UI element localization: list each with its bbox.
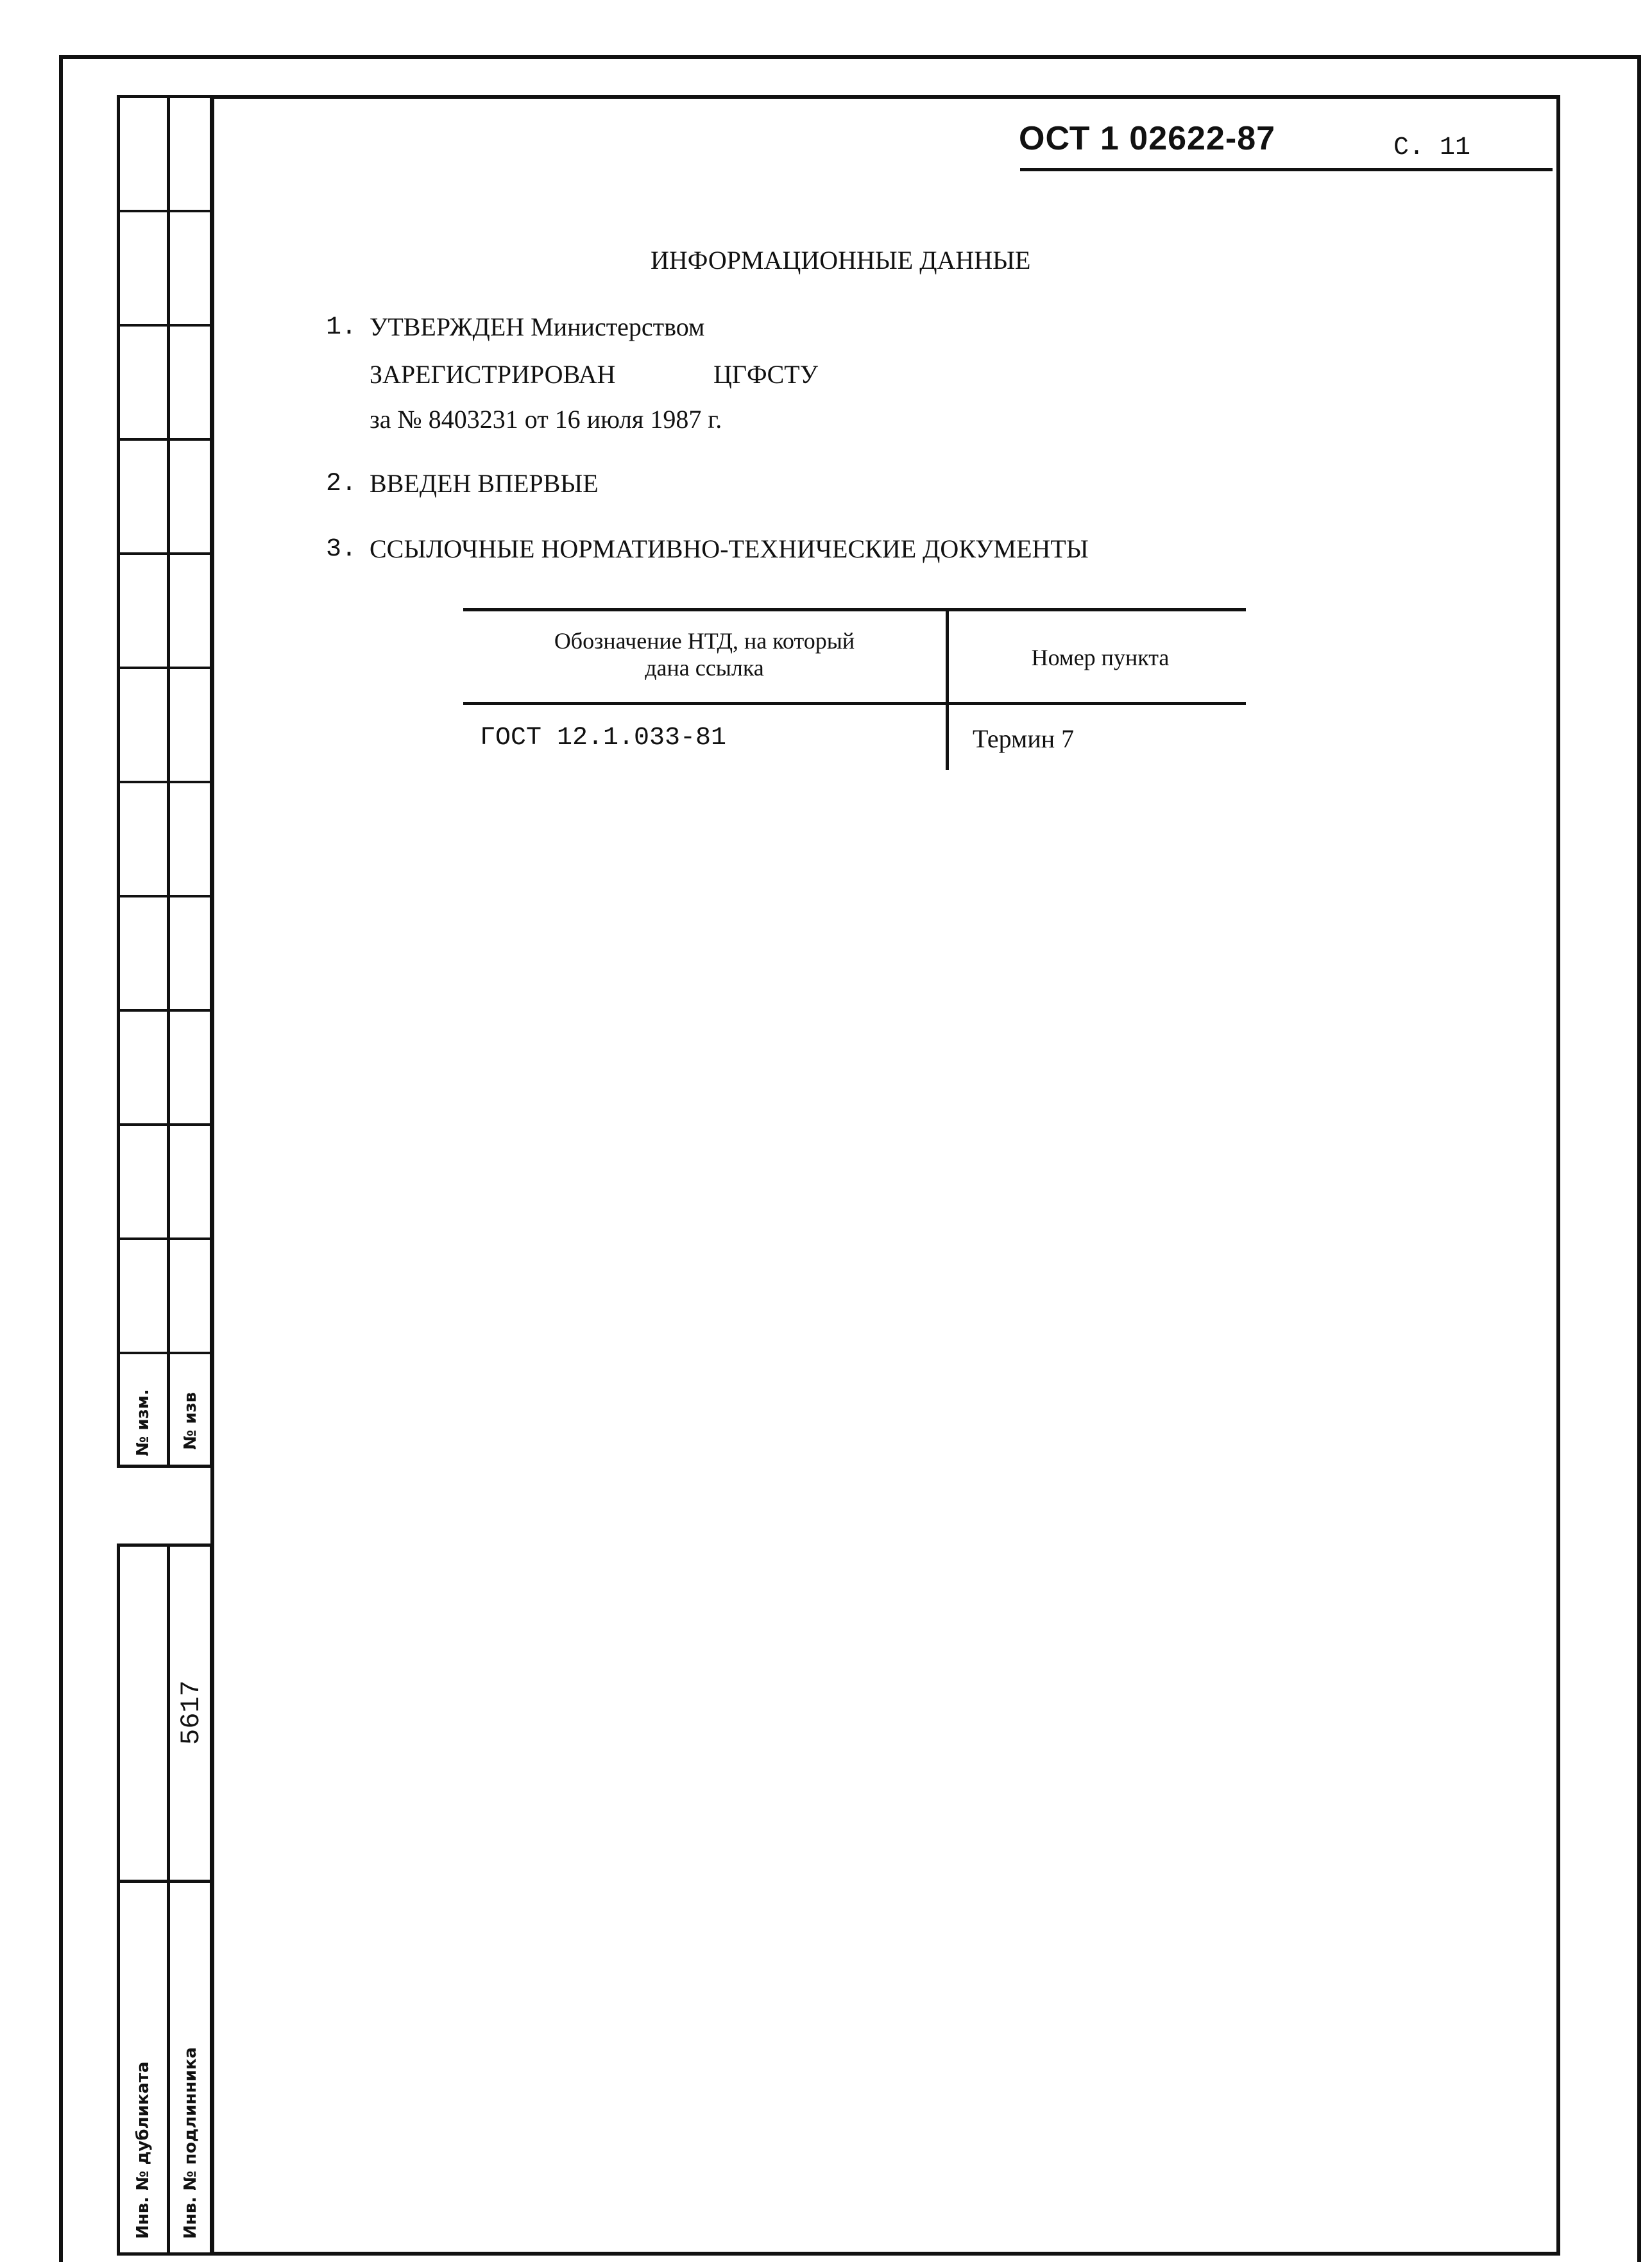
item-3-number: 3. (326, 535, 357, 564)
stamp-izm-label: № изм. (133, 1389, 153, 1456)
stamp-column-right (167, 95, 213, 1468)
item-3-text: ССЫЛОЧНЫЕ НОРМАТИВНО-ТЕХНИЧЕСКИЕ ДОКУМЕНТЫ (370, 534, 1089, 563)
stamp-inv-podl-label: Инв. № подлинника (181, 2047, 200, 2239)
table-top-rule (463, 608, 1246, 611)
item-1-registered-org: ЦГФСТУ (713, 360, 819, 389)
page-number: С. 11 (1393, 133, 1471, 162)
table-row-doc: ГОСТ 12.1.033-81 (480, 724, 727, 753)
table-col2-header: Номер пункта (1031, 645, 1170, 670)
item-1-number: 1. (326, 313, 357, 342)
item-2-text: ВВЕДЕН ВПЕРВЫЕ (370, 469, 599, 498)
stamp-lower-divider (117, 1880, 213, 1883)
section-title: ИНФОРМАЦИОННЫЕ ДАННЫЕ (651, 246, 1031, 275)
stamp-izv-label: № изв (181, 1391, 200, 1450)
item-1-registration-number: за № 8403231 от 16 июля 1987 г. (370, 405, 722, 434)
document-code: ОСТ 1 02622-87 (1019, 120, 1276, 157)
table-column-divider (946, 608, 949, 770)
item-2-number: 2. (326, 470, 357, 498)
stamp-number: 5617 (176, 1680, 207, 1745)
item-1-registered: ЗАРЕГИСТРИРОВАН (370, 360, 616, 389)
table-col1-header: Обозначение НТД, на который дана ссылка (554, 628, 855, 681)
table-row-clause: Термин 7 (973, 724, 1075, 753)
header-rule (1020, 168, 1553, 171)
stamp-inv-dubl-label: Инв. № дубликата (133, 2061, 153, 2239)
table-header-rule (463, 702, 1246, 705)
stamp-column-left (117, 95, 169, 1468)
item-1-text: УТВЕРЖДЕН Министерством (370, 312, 705, 341)
